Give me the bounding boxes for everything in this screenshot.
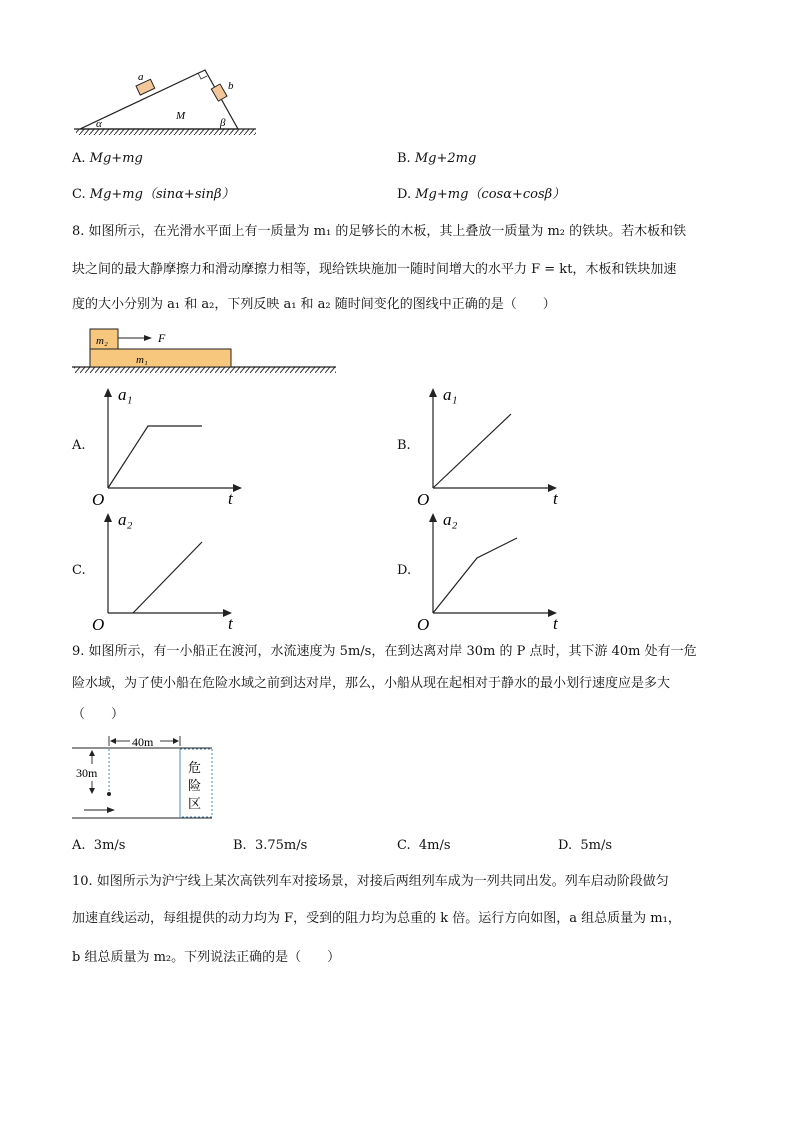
graph-d — [415, 505, 575, 633]
q9-option-b[interactable]: B. 3.75m/s — [233, 838, 308, 853]
board-figure — [70, 325, 340, 380]
graph-b — [415, 380, 575, 508]
graph-c — [90, 505, 250, 633]
q9-text-line-3: （ ） — [72, 707, 125, 722]
graph-a-xlabel: t — [228, 489, 233, 508]
graph-c-option-label[interactable]: C. — [72, 563, 86, 578]
graph-c-origin: O — [92, 615, 105, 633]
river-figure — [70, 732, 220, 824]
q10-text-line-2: 加速直线运动，每组提供的动力均为 F，受到的阻力均为总重的 k 倍。运行方向如图，a 组总质量为 m₁， — [72, 911, 681, 926]
label-beta: β — [220, 117, 226, 129]
graph-a-origin: O — [92, 490, 105, 508]
label-b: b — [228, 80, 234, 92]
q7-option-c[interactable]: C. Mg+mg（sinα+sinβ） — [72, 187, 235, 202]
q7-option-d[interactable]: D. Mg+mg（cosα+cosβ） — [397, 187, 566, 202]
graph-b-origin: O — [417, 490, 430, 508]
graph-b-xlabel: t — [553, 489, 558, 508]
graph-c-ylabel: a₂ — [118, 510, 133, 529]
graph-b-option-label[interactable]: B. — [397, 438, 411, 453]
q8-text-line-2: 块之间的最大静摩擦力和滑动摩擦力相等，现给铁块施加一随时间增大的水平力 F = kt，木板和铁块加速 — [72, 262, 677, 277]
label-F: F — [158, 331, 166, 345]
graph-a-ylabel: a₁ — [118, 385, 133, 404]
q9-option-a[interactable]: A. 3m/s — [72, 838, 126, 853]
graph-c-xlabel: t — [228, 614, 233, 633]
q10-text-line-1: 10. 如图所示为沪宁线上某次高铁列车对接场景，对接后两组列车成为一列共同出发。列车启动阶段做匀 — [72, 874, 669, 889]
graph-a-option-label[interactable]: A. — [72, 438, 86, 453]
q7-option-b[interactable]: B. Mg+2mg — [397, 151, 477, 166]
label-alpha: α — [96, 118, 102, 130]
graph-d-option-label[interactable]: D. — [397, 563, 412, 578]
label-m1: m₁ — [136, 354, 148, 366]
q8-text-line-3: 度的大小分别为 a₁ 和 a₂，下列反映 a₁ 和 a₂ 随时间变化的图线中正确的是（ ） — [72, 297, 556, 312]
q9-text-line-2: 险水域，为了使小船在危险水域之前到达对岸，那么，小船从现在起相对于静水的最小划行速度应是多大 — [72, 676, 671, 691]
q8-text-line-1: 8. 如图所示，在光滑水平面上有一质量为 m₁ 的足够长的木板，其上叠放一质量为 m₂ 的铁块。若木板和铁 — [72, 224, 687, 239]
q9-text-line-1: 9. 如图所示，有一小船正在渡河，水流速度为 5m/s，在到达离对岸 30m 的 P 点时，其下游 40m 处有一危 — [72, 644, 697, 659]
label-40m: 40m — [132, 735, 154, 749]
q7-option-a[interactable]: A. Mg+mg — [72, 151, 143, 166]
q10-text-line-3: b 组总质量为 m₂。下列说法正确的是（ ） — [72, 950, 341, 965]
wedge-figure — [70, 62, 260, 140]
graph-d-xlabel: t — [553, 614, 558, 633]
graph-b-ylabel: a₁ — [443, 385, 458, 404]
graph-d-ylabel: a₂ — [443, 510, 458, 529]
q9-option-d[interactable]: D. 5m/s — [558, 838, 613, 853]
label-a: a — [138, 71, 144, 83]
label-30m: 30m — [76, 766, 98, 780]
label-M: M — [176, 110, 186, 122]
label-m2: m₂ — [96, 335, 108, 347]
zone-char-2: 险 — [188, 778, 202, 793]
q9-option-c[interactable]: C. 4m/s — [397, 838, 451, 853]
zone-char-1: 危 — [188, 760, 202, 775]
graph-d-origin: O — [417, 615, 430, 633]
zone-char-3: 区 — [188, 796, 202, 811]
graph-a — [90, 380, 250, 508]
